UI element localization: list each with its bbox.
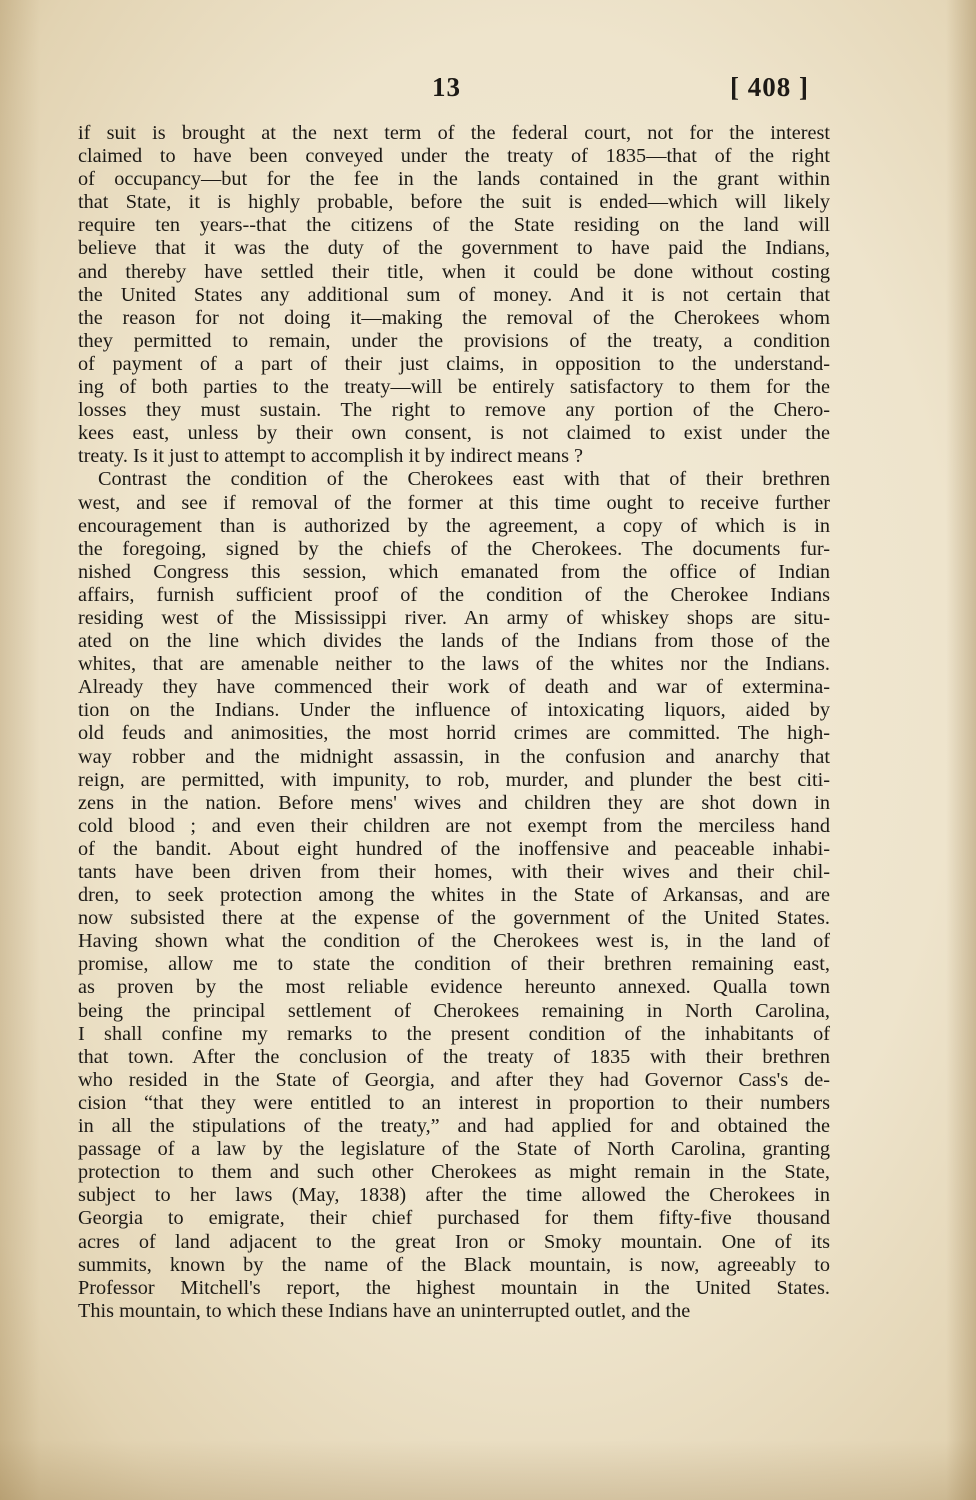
text-line: in all the stipulations of the treaty,” and had applied for and obtained the <box>78 1115 830 1138</box>
text-line: cold blood ; and even their children are not exempt from the merciless hand <box>78 814 830 837</box>
text-line: zens in the nation. Before mens' wives and children they are shot down in <box>78 791 830 814</box>
text-line: of occupancy—but for the fee in the lands contained in the grant within <box>78 168 830 191</box>
page-edge-bottom <box>0 1440 976 1500</box>
text-line: west, and see if removal of the former at this time ought to receive further <box>78 491 830 514</box>
text-line: promise, allow me to state the condition of their brethren remaining east, <box>78 953 830 976</box>
text-line: tion on the Indians. Under the influence of intoxicating liquors, aided by <box>78 699 830 722</box>
text-line: Having shown what the condition of the Cherokees west is, in the land of <box>78 930 830 953</box>
text-line: Georgia to emigrate, their chief purchased for them fifty-five thousand <box>78 1207 830 1230</box>
text-line: I shall confine my remarks to the present condition of the inhabitants of <box>78 1022 830 1045</box>
text-line: that town. After the conclusion of the treaty of 1835 with their brethren <box>78 1045 830 1068</box>
text-line: believe that it was the duty of the government to have paid the Indians, <box>78 237 830 260</box>
text-line: claimed to have been conveyed under the treaty of 1835—that of the right <box>78 145 830 168</box>
text-line: as proven by the most reliable evidence hereunto annexed. Qualla town <box>78 976 830 999</box>
text-line: residing west of the Mississippi river. An army of whiskey shops are situ- <box>78 606 830 629</box>
text-line: subject to her laws (May, 1838) after the time allowed the Cherokees in <box>78 1184 830 1207</box>
text-line: encouragement than is authorized by the agreement, a copy of which is in <box>78 514 830 537</box>
text-line: way robber and the midnight assassin, in the confusion and anarchy that <box>78 745 830 768</box>
page-number: 13 <box>432 72 461 102</box>
text-line: of the bandit. About eight hundred of the inoffensive and peaceable inhabi- <box>78 837 830 860</box>
document-number: [ 408 ] <box>730 72 809 102</box>
text-line: affairs, furnish sufficient proof of the condition of the Cherokee Indians <box>78 583 830 606</box>
text-line: ing of both parties to the treaty—will be entirely satisfactory to them for the <box>78 376 830 399</box>
text-line: that State, it is highly probable, before the suit is ended—which will likely <box>78 191 830 214</box>
text-line: old feuds and animosities, the most horrid crimes are committed. The high- <box>78 722 830 745</box>
text-line: of payment of a part of their just claims, in opposition to the understand- <box>78 352 830 375</box>
text-line: reign, are permitted, with impunity, to rob, murder, and plunder the best citi- <box>78 768 830 791</box>
text-line: kees east, unless by their own consent, is not claimed to exist under the <box>78 422 830 445</box>
text-line: ated on the line which divides the lands of the Indians from those of the <box>78 630 830 653</box>
text-line: the reason for not doing it—making the removal of the Cherokees whom <box>78 306 830 329</box>
text-line: if suit is brought at the next term of the federal court, not for the interest <box>78 122 830 144</box>
text-line: Professor Mitchell's report, the highest mountain in the United States. <box>78 1276 830 1299</box>
page-header <box>0 68 976 108</box>
text-line: require ten years--that the citizens of the State residing on the land will <box>78 214 830 237</box>
text-line: passage of a law by the legislature of the State of North Carolina, granting <box>78 1138 830 1161</box>
paragraph-1 <box>78 122 830 468</box>
text-line: This mountain, to which these Indians have an uninterrupted outlet, and the <box>78 1299 691 1322</box>
text-line: Already they have commenced their work of death and war of extermina- <box>78 676 830 699</box>
text-line: summits, known by the name of the Black mountain, is now, agreeably to <box>78 1253 830 1276</box>
text-line: acres of land adjacent to the great Iron or Smoky mountain. One of its <box>78 1230 830 1253</box>
text-line: cision “that they were entitled to an interest in proportion to their numbers <box>78 1091 830 1114</box>
text-line: protection to them and such other Cherokees as might remain in the State, <box>78 1161 830 1184</box>
text-line: whites, that are amenable neither to the laws of the whites nor the Indians. <box>78 653 830 676</box>
text-line: who resided in the State of Georgia, and after they had Governor Cass's de- <box>78 1068 830 1091</box>
text-line: tants have been driven from their homes, with their wives and their chil- <box>78 861 830 883</box>
text-line: the foregoing, signed by the chiefs of the Cherokees. The documents fur- <box>78 537 830 560</box>
text-line: treaty. Is it just to attempt to accomplish it by indirect means ? <box>78 445 584 468</box>
text-line: losses they must sustain. The right to remove any portion of the Chero- <box>78 399 830 422</box>
paragraph-2 <box>78 468 830 1322</box>
text-line: now subsisted there at the expense of the government of the United States. <box>78 907 830 930</box>
text-line: they permitted to remain, under the provisions of the treaty, a condition <box>78 329 830 352</box>
text-line: and thereby have settled their title, when it could be done without costing <box>78 260 830 283</box>
page-edge-left <box>0 0 40 1500</box>
body-text <box>78 122 830 1323</box>
text-line: Contrast the condition of the Cherokees east with that of their brethren <box>98 468 830 491</box>
page-edge-right <box>946 0 976 1500</box>
text-line: being the principal settlement of Cherokees remaining in North Carolina, <box>78 999 830 1022</box>
text-line: the United States any additional sum of money. And it is not certain that <box>78 283 830 306</box>
text-line: nished Congress this session, which emanated from the office of Indian <box>78 560 830 583</box>
text-line: dren, to seek protection among the whites in the State of Arkansas, and are <box>78 884 830 907</box>
